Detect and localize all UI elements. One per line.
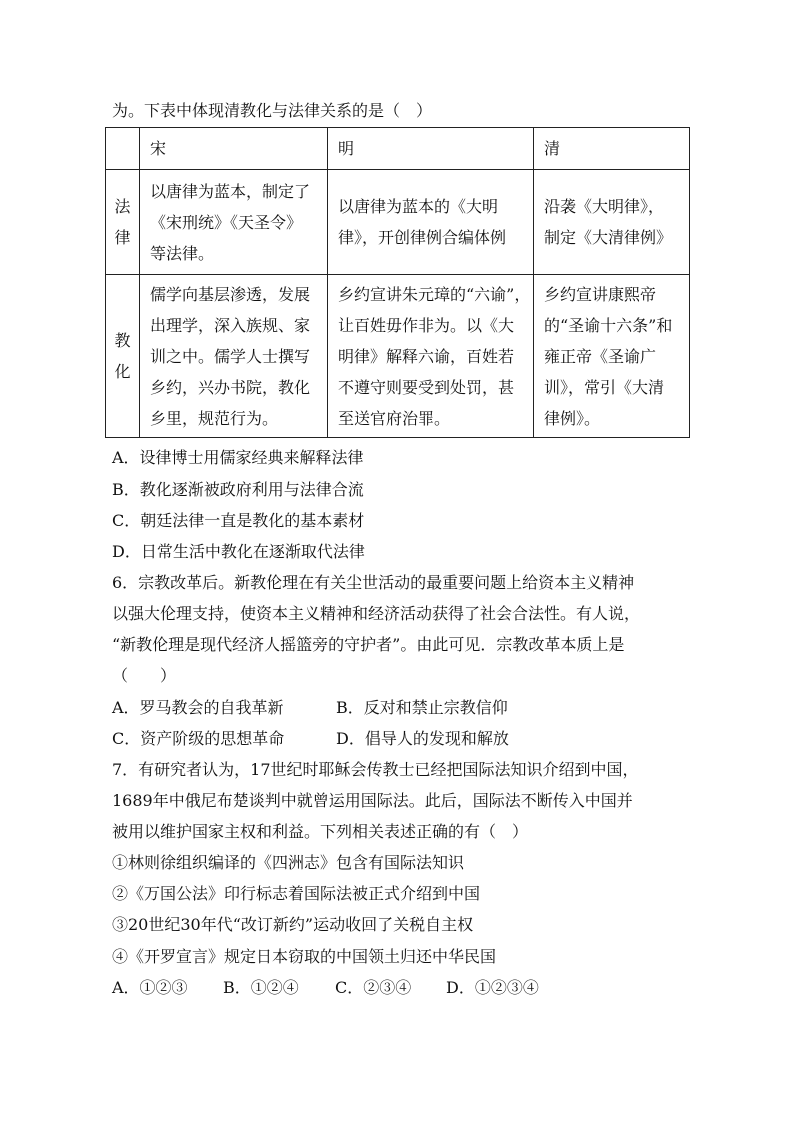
table-cell-law-qing [534, 170, 690, 275]
table-cell-edu-song [140, 275, 328, 438]
row-label-law [106, 170, 140, 275]
q6-stem-line: 6．宗教改革后。新教伦理在有关尘世活动的最重要问题上给资本主义精神 [112, 573, 635, 592]
q5-option-c[interactable]: C．朝廷法律一直是教化的基本素材 [112, 511, 365, 530]
cell-line: 乡约宣讲朱元璋的“六谕”， [338, 284, 531, 304]
cell-line: 明律》解释六谕，百姓若 [338, 346, 515, 366]
cell-line: 不遵守则要受到处罚，甚 [338, 377, 515, 397]
cell-line: 乡约宣讲康熙帝 [544, 284, 657, 304]
q5-option-d[interactable]: D．日常生活中教化在逐渐取代法律 [112, 542, 365, 561]
table-header-blank [106, 128, 140, 170]
q6-option-a[interactable]: A．罗马教会的自我革新 [112, 698, 284, 717]
cell-line: 训之中。儒学人士撰写 [150, 346, 311, 366]
q6-option-b[interactable]: B．反对和禁止宗教信仰 [336, 698, 508, 717]
cell-line: 儒学向基层渗透，发展 [150, 284, 311, 304]
q7-stem-line: 1689年中俄尼布楚谈判中就曾运用国际法。此后，国际法不断传入中国并 [112, 791, 633, 810]
cell-line: 让百姓毋作非为。以《大 [338, 315, 515, 335]
q6-option-c[interactable]: C．资产阶级的思想革命 [112, 729, 285, 748]
cell-line: 的“圣谕十六条”和 [544, 315, 673, 335]
cell-line: 律例》。 [544, 408, 601, 428]
cell-line: 乡里，规范行为。 [150, 408, 279, 428]
q7-stem-line: 被用以维护国家主权和利益。下列相关表述正确的有（ ） [112, 822, 529, 841]
row-label-education [106, 275, 140, 438]
table-row-education [106, 275, 690, 438]
table-cell-edu-qing [534, 275, 690, 438]
q7-option-d[interactable]: D．①②③④ [446, 978, 539, 997]
q5-comparison-table [105, 127, 690, 438]
cell-line: 律》，开创律例合编体例 [338, 228, 507, 247]
table-header-row [106, 128, 690, 170]
table-cell-law-ming [328, 170, 534, 275]
row-label-char: 教 [114, 331, 131, 350]
q7-statement: ③20世纪30年代“改订新约”运动收回了关税自主权 [112, 915, 474, 934]
cell-line: 等法律。 [150, 243, 215, 263]
row-label-char: 法 [114, 197, 131, 216]
q7-option-b[interactable]: B．①②④ [223, 978, 299, 997]
q7-stem-line: 7．有研究者认为，17世纪时耶稣会传教士已经把国际法知识介绍到中国， [112, 760, 639, 779]
q7-option-a[interactable]: A．①②③ [112, 978, 188, 997]
table-row-law [106, 170, 690, 275]
q6-stem-line: “新教伦理是现代经济人摇篮旁的守护者”。由此可见．宗教改革本质上是 [112, 635, 625, 654]
q5-option-a[interactable]: A．设律博士用儒家经典来解释法律 [112, 448, 364, 467]
table-header-song: 宋 [140, 128, 328, 170]
q5-stem: 为。下表中体现清教化与法律关系的是（ ） [112, 101, 433, 120]
q6-stem-line: 以强大伦理支持，使资本主义精神和经济活动获得了社会合法性。有人说， [112, 604, 641, 623]
q7-statement: ④《开罗宣言》规定日本窃取的中国领土归还中华民国 [112, 947, 497, 966]
cell-line: 乡约，兴办书院，教化 [150, 377, 311, 397]
row-label-char: 律 [114, 228, 131, 247]
cell-line: 以唐律为蓝本，制定了 [150, 181, 311, 201]
cell-line: 出理学，深入族规、家 [150, 315, 311, 335]
table-header-qing: 清 [534, 128, 690, 170]
q7-statement: ①林则徐组织编译的《四洲志》包含有国际法知识 [112, 853, 465, 872]
cell-line: 训》，常引《大清 [544, 377, 665, 397]
cell-line: 《宋刑统》《天圣令》 [150, 212, 303, 232]
cell-line: 雍正帝《圣谕广 [544, 346, 657, 366]
cell-line: 制定《大清律例》 [544, 228, 673, 247]
q6-stem-line: （ ） [112, 666, 177, 685]
table-cell-law-song [140, 170, 328, 275]
row-label-char: 化 [114, 362, 131, 381]
q7-statement: ②《万国公法》印行标志着国际法被正式介绍到中国 [112, 884, 481, 903]
cell-line: 以唐律为蓝本的《大明 [338, 197, 499, 216]
cell-line: 沿袭《大明律》， [544, 197, 665, 216]
q6-option-d[interactable]: D．倡导人的发现和解放 [336, 729, 509, 748]
q7-option-c[interactable]: C．②③④ [335, 978, 412, 997]
table-header-ming: 明 [328, 128, 534, 170]
q5-option-b[interactable]: B．教化逐渐被政府利用与法律合流 [112, 480, 364, 499]
cell-line: 至送官府治罪。 [338, 408, 451, 428]
table-cell-edu-ming [328, 275, 534, 438]
